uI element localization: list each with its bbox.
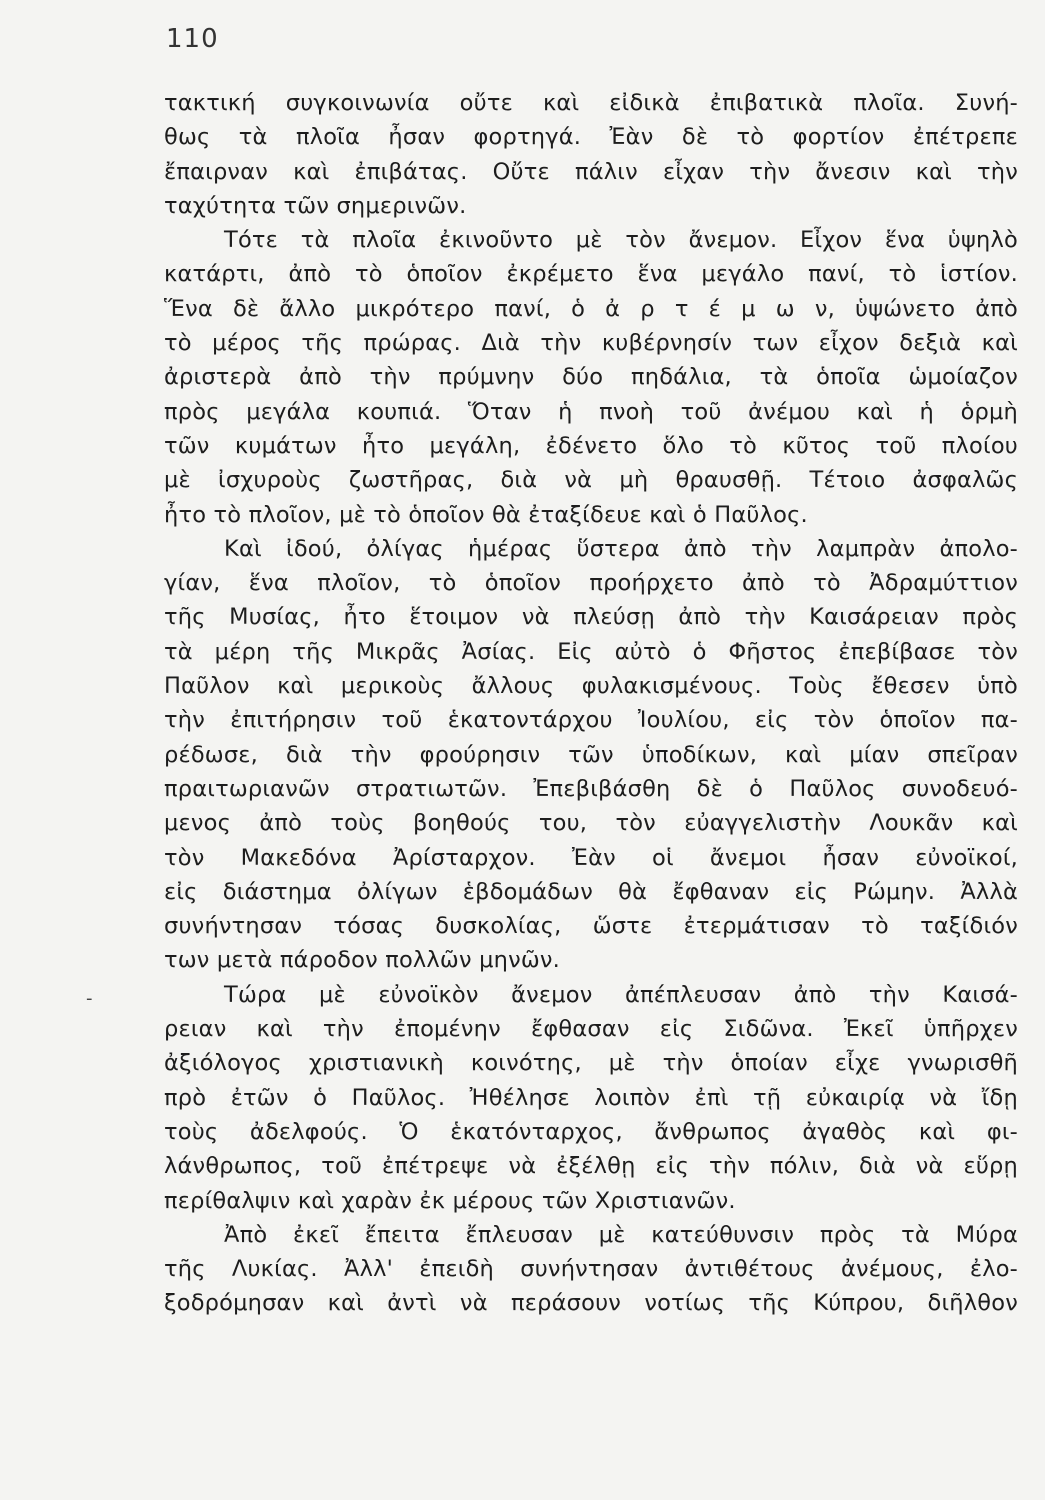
text-line: τῆς Λυκίας. Ἀλλ' ἐπειδὴ συνήντησαν ἀντιθέτους ἀνέμους, ἐλο-: [164, 1256, 1018, 1283]
text-line: ταχύτητα τῶν σημερινῶν.: [164, 192, 467, 219]
text-line: Καὶ ἰδού, ὀλίγας ἡμέρας ὕστερα ἀπὸ τὴν λαμπρὰν ἀπολο-: [224, 535, 1018, 562]
text-line: εἰς διάστημα ὀλίγων ἑβδομάδων θὰ ἔφθαναν εἰς Ρώμην. Ἀλλὰ: [164, 878, 1018, 905]
text-line: τῶν κυμάτων ἦτο μεγάλη, ἐδένετο ὅλο τὸ κῦτος τοῦ πλοίου: [164, 432, 1018, 459]
text-line: Ἀπὸ ἐκεῖ ἔπειτα ἔπλευσαν μὲ κατεύθυνσιν πρὸς τὰ Μύρα: [224, 1221, 1018, 1248]
text-line: Ἕνα δὲ ἄλλο μικρότερο πανί, ὁ ἀ ρ τ έ μ ω ν, ὑψώνετο ἀπὸ: [164, 295, 1018, 322]
text-line: ἔπαιρναν καὶ ἐπιβάτας. Οὔτε πάλιν εἶχαν τὴν ἄνεσιν καὶ τὴν: [164, 158, 1018, 185]
text-line: Τότε τὰ πλοῖα ἐκινοῦντο μὲ τὸν ἄνεμον. Εἶχον ἕνα ὑψηλὸ: [224, 227, 1018, 254]
text-line: τοὺς ἀδελφούς. Ὁ ἑκατόνταρχος, ἄνθρωπος ἀγαθὸς καὶ φι-: [164, 1118, 1018, 1145]
margin-mark: -: [86, 988, 93, 1009]
text-line: περίθαλψιν καὶ χαρὰν ἐκ μέρους τῶν Χριστιανῶν.: [164, 1187, 736, 1214]
text-line: κατάρτι, ἀπὸ τὸ ὁποῖον ἐκρέμετο ἕνα μεγάλο πανί, τὸ ἱστίον.: [164, 261, 1018, 288]
text-line: τῆς Μυσίας, ἦτο ἕτοιμον νὰ πλεύσῃ ἀπὸ τὴν Καισάρειαν πρὸς: [164, 604, 1018, 631]
text-line: πρὸς μεγάλα κουπιά. Ὅταν ἡ πνοὴ τοῦ ἀνέμου καὶ ἡ ὁρμὴ: [164, 398, 1018, 425]
text-line: πρὸ ἐτῶν ὁ Παῦλος. Ἠθέλησε λοιπὸν ἐπὶ τῇ εὐκαιρίᾳ νὰ ἴδῃ: [164, 1084, 1018, 1111]
text-line: τὰ μέρη τῆς Μικρᾶς Ἀσίας. Εἰς αὐτὸ ὁ Φῆστος ἐπεβίβασε τὸν: [164, 638, 1018, 665]
text-line: των μετὰ πάροδον πολλῶν μηνῶν.: [164, 947, 561, 974]
page-number: 110: [166, 24, 219, 54]
text-line: Τώρα μὲ εὐνοϊκὸν ἄνεμον ἀπέπλευσαν ἀπὸ τὴν Καισά-: [224, 981, 1018, 1008]
text-line: πραιτωριανῶν στρατιωτῶν. Ἐπεβιβάσθη δὲ ὁ Παῦλος συνοδευό-: [164, 775, 1018, 802]
text-line: τὸ μέρος τῆς πρώρας. Διὰ τὴν κυβέρνησίν των εἶχον δεξιὰ καὶ: [164, 330, 1018, 357]
text-line: μὲ ἰσχυροὺς ζωστῆρας, διὰ νὰ μὴ θραυσθῇ. Τέτοιο ἀσφαλῶς: [164, 467, 1018, 494]
text-line: ἀριστερὰ ἀπὸ τὴν πρύμνην δύο πηδάλια, τὰ ὁποῖα ὡμοίαζον: [164, 364, 1018, 391]
text-line: λάνθρωπος, τοῦ ἐπέτρεψε νὰ ἐξέλθῃ εἰς τὴν πόλιν, διὰ νὰ εὕρῃ: [164, 1153, 1018, 1180]
text-line: συνήντησαν τόσας δυσκολίας, ὥστε ἐτερμάτισαν τὸ ταξίδιόν: [164, 913, 1018, 940]
text-line: τὸν Μακεδόνα Ἀρίσταρχον. Ἐὰν οἱ ἄνεμοι ἦσαν εὐνοϊκοί,: [164, 844, 1018, 871]
text-line: ἀξιόλογος χριστιανικὴ κοινότης, μὲ τὴν ὁποίαν εἶχε γνωρισθῆ: [164, 1050, 1018, 1077]
text-line: ρέδωσε, διὰ τὴν φρούρησιν τῶν ὑποδίκων, καὶ μίαν σπεῖραν: [164, 741, 1018, 768]
text-line: ἦτο τὸ πλοῖον, μὲ τὸ ὁποῖον θὰ ἐταξίδευε καὶ ὁ Παῦλος.: [164, 501, 808, 528]
text-body: [164, 86, 1024, 1321]
text-line: ρειαν καὶ τὴν ἐπομένην ἔφθασαν εἰς Σιδῶνα. Ἐκεῖ ὑπῆρχεν: [164, 1016, 1018, 1043]
text-line: θως τὰ πλοῖα ἦσαν φορτηγά. Ἐὰν δὲ τὸ φορτίον ἐπέτρεπε: [164, 124, 1018, 151]
text-line: Παῦλον καὶ μερικοὺς ἄλλους φυλακισμένους. Τοὺς ἔθεσεν ὑπὸ: [164, 673, 1018, 700]
text-line: μενος ἀπὸ τοὺς βοηθούς του, τὸν εὐαγγελιστὴν Λουκᾶν καὶ: [164, 810, 1018, 837]
text-line: τὴν ἐπιτήρησιν τοῦ ἑκατοντάρχου Ἰουλίου, εἰς τὸν ὁποῖον πα-: [164, 707, 1018, 734]
text-line: τακτική συγκοινωνία οὔτε καὶ εἰδικὰ ἐπιβατικὰ πλοῖα. Συνή-: [164, 90, 1018, 116]
text-line: γίαν, ἕνα πλοῖον, τὸ ὁποῖον προήρχετο ἀπὸ τὸ Ἀδραμύττιον: [164, 570, 1018, 597]
text-line: ξοδρόμησαν καὶ ἀντὶ νὰ περάσουν νοτίως τῆς Κύπρου, διῆλθον: [164, 1290, 1018, 1317]
